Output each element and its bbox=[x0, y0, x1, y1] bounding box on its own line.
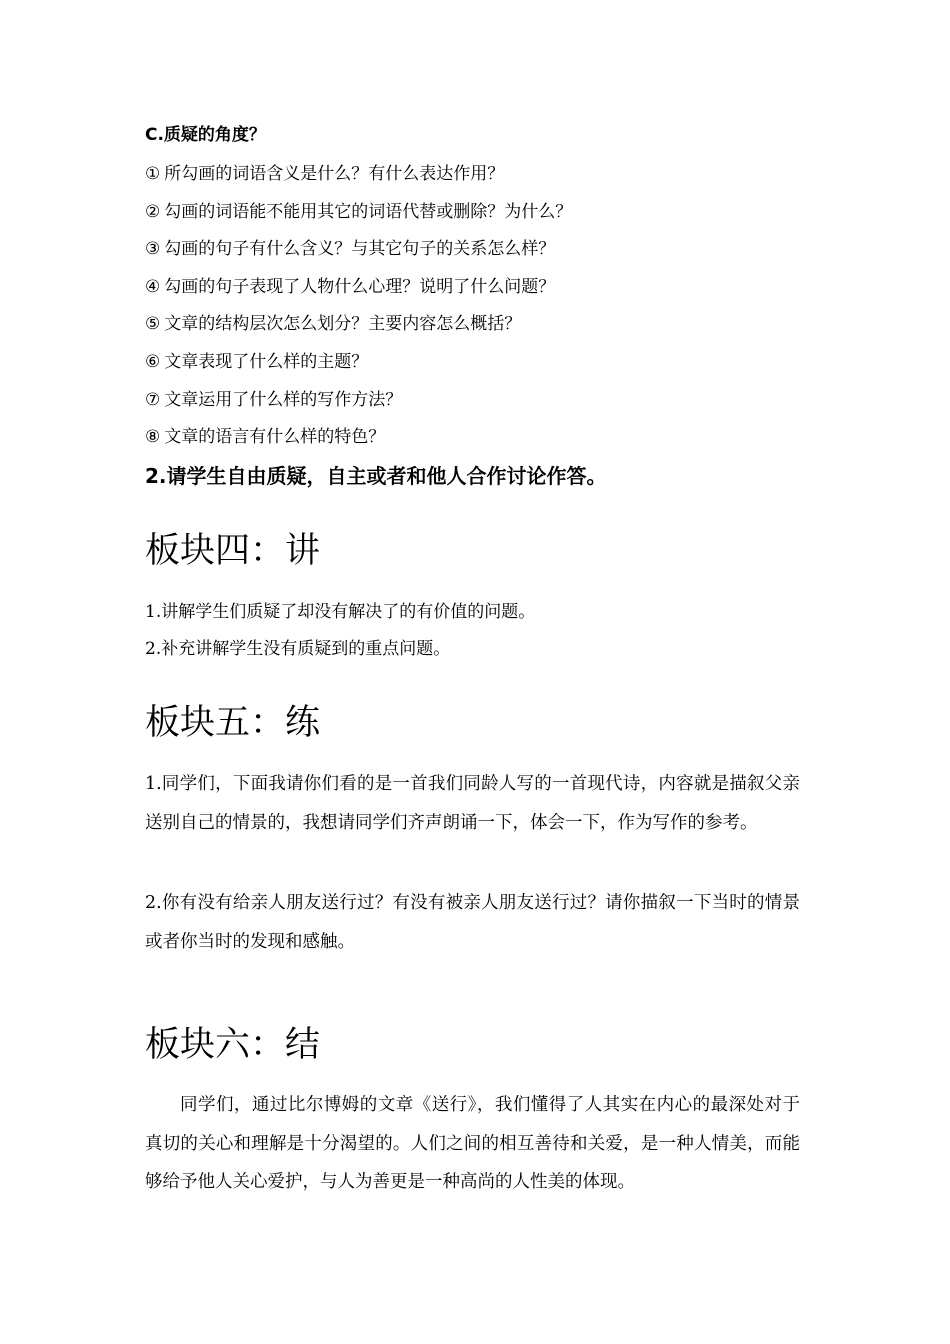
item-number: ③ bbox=[145, 239, 161, 260]
list-item bbox=[145, 201, 572, 239]
block-5-item-2: 2.你有没有给亲人朋友送行过？有没有被亲人朋友送行过？请你描叙一下当时的情景或者你当时的发现和感触。 bbox=[145, 893, 800, 952]
list-item bbox=[145, 238, 572, 276]
item-text: 所勾画的词语含义是什么？有什么表达作用？ bbox=[164, 164, 505, 184]
item-number: ④ bbox=[145, 276, 161, 297]
item-text: 文章表现了什么样的主题？ bbox=[164, 351, 369, 372]
block-6-paragraph: 同学们，通过比尔博姆的文章《送行》，我们懂得了人其实在内心的最深处对于真切的关心和理解是十分渴望的。人们之间的相互善待和关爱，是一种人情美，而能够给予他人关心爱护，与人为善更是一种高尚的人性美的体现。 bbox=[145, 1095, 800, 1192]
question-angle-list bbox=[145, 163, 572, 464]
item-text: 文章的语言有什么样的特色？ bbox=[164, 427, 386, 448]
list-item bbox=[145, 163, 572, 201]
item-number: ⑧ bbox=[145, 427, 161, 448]
block-5-item-1: 1.同学们，下面我请你们看的是一首我们同龄人写的一首现代诗，内容就是描叙父亲送别自己的情景的，我想请同学们齐声朗诵一下，体会一下，作为写作的参考。 bbox=[145, 774, 800, 833]
item-text: 文章的结构层次怎么划分？主要内容怎么概括？ bbox=[164, 314, 522, 335]
list-item bbox=[145, 389, 572, 427]
list-item bbox=[145, 351, 572, 389]
item-number: ⑦ bbox=[145, 389, 161, 410]
item-number: ⑤ bbox=[145, 314, 161, 335]
item-number: ② bbox=[145, 201, 161, 222]
block-5-heading: 板块五：练 bbox=[145, 703, 321, 743]
list-item bbox=[145, 426, 572, 464]
item-number: ① bbox=[145, 164, 161, 184]
section-c-title: C.质疑的角度？ bbox=[145, 125, 266, 145]
list-item bbox=[145, 313, 572, 351]
block-4-heading: 板块四：讲 bbox=[145, 531, 321, 571]
item-text: 勾画的词语能不能用其它的词语代替或删除？为什么？ bbox=[164, 201, 573, 222]
list-item bbox=[145, 276, 572, 314]
item-text: 勾画的句子有什么含义？与其它句子的关系怎么样？ bbox=[164, 239, 556, 260]
block-4-item-2: 2.补充讲解学生没有质疑到的重点问题。 bbox=[145, 639, 451, 659]
item-text: 勾画的句子表现了人物什么心理？说明了什么问题？ bbox=[164, 276, 556, 297]
step-2-instruction: 2.请学生自由质疑，自主或者和他人合作讨论作答。 bbox=[145, 464, 607, 488]
item-number: ⑥ bbox=[145, 351, 161, 372]
item-text: 文章运用了什么样的写作方法？ bbox=[164, 389, 403, 410]
block-4-item-1: 1.讲解学生们质疑了却没有解决了的有价值的问题。 bbox=[145, 602, 536, 622]
block-6-heading: 板块六：结 bbox=[145, 1025, 321, 1065]
